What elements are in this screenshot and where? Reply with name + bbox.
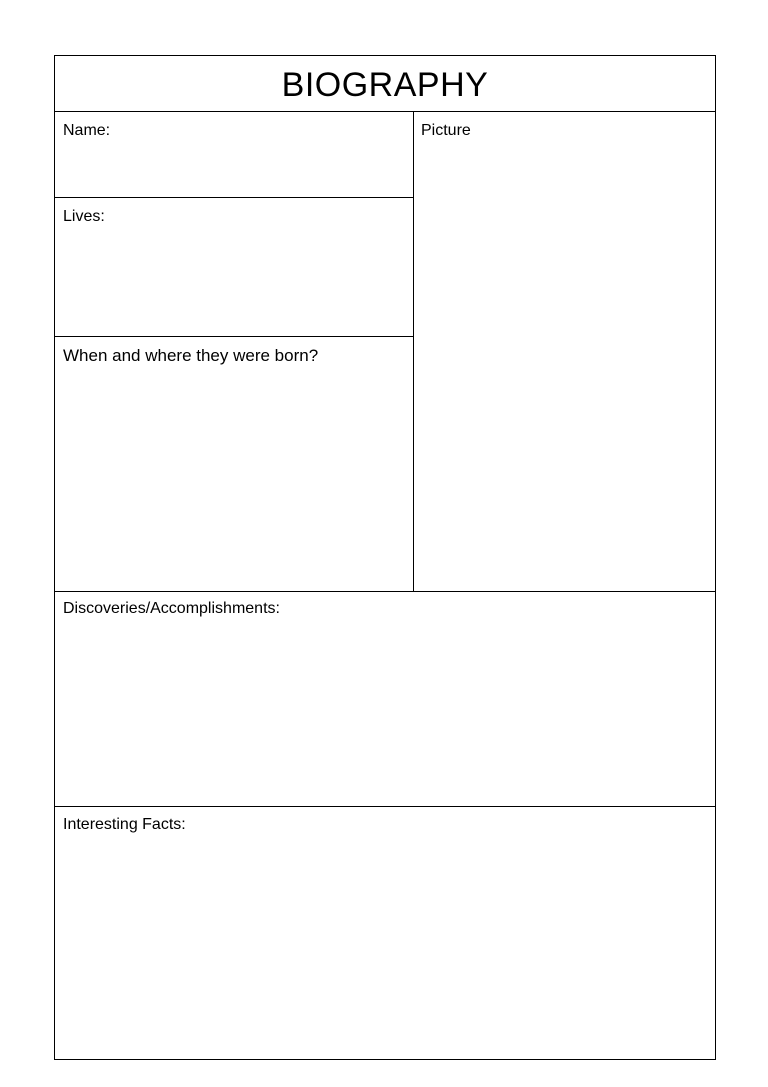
discoveries-label: Discoveries/Accomplishments:	[63, 600, 280, 617]
birth-info-box[interactable]	[55, 337, 414, 591]
picture-label: Picture	[421, 122, 471, 139]
name-label: Name:	[63, 122, 111, 139]
biography-worksheet	[54, 55, 716, 1060]
birth-info-label: When and where they were born?	[63, 346, 319, 365]
lives-box[interactable]	[55, 198, 414, 337]
name-box[interactable]	[55, 112, 414, 198]
picture-box[interactable]	[414, 112, 715, 591]
page-title: BIOGRAPHY	[281, 66, 489, 104]
interesting-facts-box[interactable]	[55, 807, 715, 1059]
title-row	[55, 56, 715, 112]
interesting-facts-label: Interesting Facts:	[63, 816, 186, 833]
discoveries-box[interactable]	[55, 591, 715, 807]
lives-label: Lives:	[63, 208, 105, 225]
